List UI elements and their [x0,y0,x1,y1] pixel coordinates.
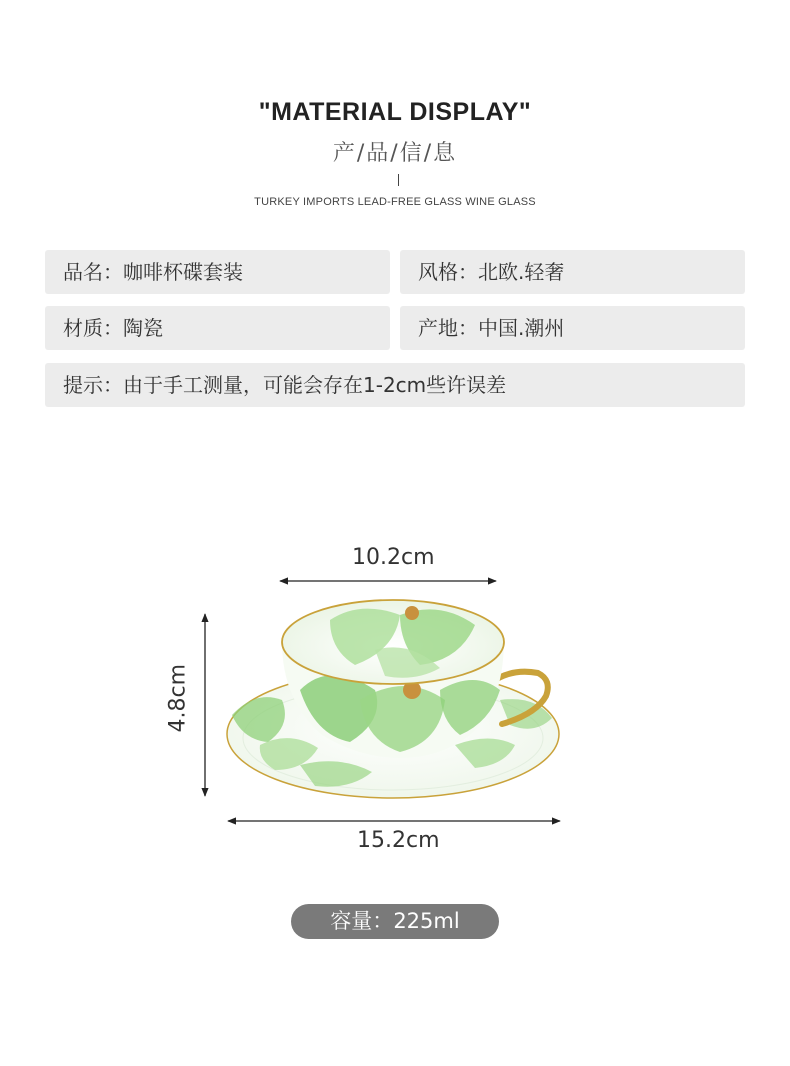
saucer-width-label: 15.2cm [357,828,440,853]
tip-label: 提示： [63,373,123,397]
origin-value: 中国.潮州 [478,316,565,340]
capacity-badge [291,904,499,939]
capacity-value: 225ml [393,909,460,933]
tip-value: 由于手工测量，可能会存在1-2cm些许误差 [123,373,507,397]
material-value: 陶瓷 [123,316,163,340]
name-value: 咖啡杯碟套装 [123,260,243,284]
name-label: 品名： [63,260,123,284]
page-subtitle: 产/品/信/息 [332,141,458,166]
capacity-label: 容量： [330,909,394,933]
style-value: 北欧.轻奢 [478,260,565,284]
cup-width-label: 10.2cm [352,545,435,570]
origin-label: 产地： [418,316,478,340]
height-label: 4.8cm [165,663,191,733]
page-caption: TURKEY IMPORTS LEAD-FREE GLASS WINE GLASS [254,196,536,208]
material-label: 材质： [63,316,123,340]
style-label: 风格： [418,260,478,284]
page-title: "MATERIAL DISPLAY" [258,98,532,126]
